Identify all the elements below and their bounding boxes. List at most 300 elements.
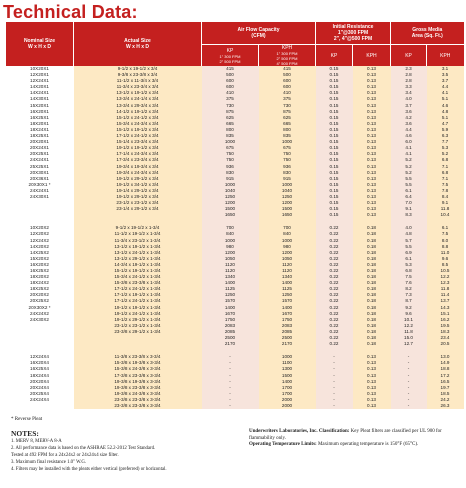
nominal-size-cell: 16X25X4 (6, 366, 74, 372)
kp-resistance-cell: 0.15 (316, 194, 353, 200)
kp-media-cell: 10.1 (391, 317, 427, 323)
actual-size-cell: 15-3/8 x 24-3/8 x 3-3/4 (74, 366, 202, 372)
note-item: 2. All performance data is based on the ASHRAE 52.2-2012 Test Standard. (11, 446, 156, 452)
kph-media-cell: 8.0 (427, 238, 464, 244)
spacer-cell (427, 218, 464, 225)
kph-resistance-cell: 0.13 (353, 385, 391, 391)
kph-resistance-cell: 0.13 (353, 121, 391, 127)
kph-airflow-cell: 1500 (259, 206, 316, 212)
spacer-cell (316, 218, 353, 225)
nominal-size-cell: 16X20X4 (6, 360, 74, 366)
kph-airflow-cell: 1400 (259, 280, 316, 286)
nominal-size-cell: 16X25X2 (6, 268, 74, 274)
kph-media-cell: 18.5 (427, 391, 464, 397)
actual-size-cell: 17-1/4 x 24-3/4 x 3/4 (74, 151, 202, 157)
kph-airflow-cell: 980 (259, 244, 316, 250)
kp-airflow-cell: 1570 (202, 298, 259, 304)
kp-airflow-cell: 2170 (202, 341, 259, 347)
kp-airflow-cell: 1000 (202, 182, 259, 188)
actual-size-cell: 19-1/4 x 29-1/2 x 3/4 (74, 188, 202, 194)
kp-resistance-cell: - (316, 397, 353, 403)
kp-media-cell: 4.8 (391, 231, 427, 237)
kph-resistance-cell: 0.18 (353, 335, 391, 341)
kph-airflow-cell: 800 (259, 127, 316, 133)
kph-airflow-cell: 1400 (259, 379, 316, 385)
kp-airflow-cell: 410 (202, 90, 259, 96)
kph-airflow-cell: 1500 (259, 373, 316, 379)
kph-resistance-cell: 0.18 (353, 238, 391, 244)
kph-resistance-cell: 0.13 (353, 354, 391, 360)
ul-classification (249, 429, 463, 442)
actual-size-cell: 11-3/8 x 23-3/8 x 3-3/4 (74, 354, 202, 360)
kph-resistance-cell: 0.13 (353, 373, 391, 379)
actual-size-cell: 17-1/2 x 24-1/2 x 3/4 (74, 133, 202, 139)
kp-resistance-cell: 0.15 (316, 206, 353, 212)
kp-airflow-cell: 2500 (202, 335, 259, 341)
nominal-size-cell: 18X20X1 (6, 121, 74, 127)
kp-airflow-cell: 1250 (202, 194, 259, 200)
kph-media-cell: 10.4 (427, 212, 464, 218)
kph-resistance-cell: 0.13 (353, 84, 391, 90)
kp-resistance-cell: 0.22 (316, 280, 353, 286)
resistance-sub2-label: 2", 4"@500 FPM (333, 36, 373, 42)
actual-size-cell: 19-1/2 x 29-1/2 x 3/4 (74, 176, 202, 182)
kp-resistance-cell: 0.15 (316, 66, 353, 72)
actual-size-cell: 15-3/8 x 23-3/8 x 1-3/4 (74, 280, 202, 286)
kph-resistance-cell: 0.18 (353, 341, 391, 347)
kph-sub3: 4" 500 FPM (276, 61, 298, 66)
kp-airflow-cell: 1670 (202, 311, 259, 317)
kp-resistance-cell: 0.15 (316, 151, 353, 157)
actual-size-cell: 9-1/2 x 19-1/2 x 1-3/4 (74, 225, 202, 231)
kph-media-cell: 14.3 (427, 305, 464, 311)
kp-resistance-cell: 0.15 (316, 72, 353, 78)
actual-size-cell: 14-1/2 x 19-1/2 x 3/4 (74, 109, 202, 115)
actual-size-cell: 17-3/8 x 23-3/8 x 3-3/4 (74, 373, 202, 379)
kp-airflow-cell: - (202, 391, 259, 397)
resistance-sub1-label: 1"@300 FPM (337, 30, 369, 36)
kp-media-cell: 3.4 (391, 90, 427, 96)
kp-airflow-cell: 665 (202, 121, 259, 127)
kph-airflow-cell: 1650 (259, 212, 316, 218)
kph-airflow-cell: 2085 (259, 329, 316, 335)
kph-airflow-cell: 415 (259, 66, 316, 72)
actual-size-cell: 19-3/8 x 24-3/8 x 3-3/4 (74, 391, 202, 397)
kph-airflow-cell: 750 (259, 151, 316, 157)
ul-text: Key Pleat filters are classified per UL 900 for flammability only. (249, 429, 442, 441)
kph-media-cell: 24.2 (427, 397, 464, 403)
actual-size-cell: 17-1/2 x 19-1/2 x 1-3/4 (74, 292, 202, 298)
kp-resistance-cell: - (316, 366, 353, 372)
kph-airflow-cell: 675 (259, 145, 316, 151)
kph-resistance-cell: 0.13 (353, 90, 391, 96)
kph-resistance-cell: 0.13 (353, 194, 391, 200)
actual-size-cell: 9-3/8 x 23-3/8 x 3/4 (74, 72, 202, 78)
kph-resistance-cell: 0.18 (353, 329, 391, 335)
kp-airflow-cell: 750 (202, 151, 259, 157)
kp-label: KP (226, 47, 234, 54)
nominal-size-cell: 24X30X2 (6, 317, 74, 323)
actual-size-cell: 15-1/4 x 23-3/4 x 3/4 (74, 139, 202, 145)
ul-label: Underwriters Laboratories, Inc. Classification: (249, 429, 350, 434)
nominal-size-cell: 25X25X1 (6, 164, 74, 170)
kp-resistance-header: KP (316, 45, 353, 67)
kph-media-cell: 11.8 (427, 286, 464, 292)
kp-resistance-cell: 0.22 (316, 268, 353, 274)
kp-media-cell: 9.1 (391, 206, 427, 212)
spacer-cell (391, 347, 427, 354)
kp-media-cell: 4.2 (391, 115, 427, 121)
kph-media-cell: 6.1 (427, 225, 464, 231)
kp-media-cell: 5.5 (391, 182, 427, 188)
kp-airflow-cell: 875 (202, 109, 259, 115)
actual-size-cell: 19-3/4 x 24-3/4 x 3/4 (74, 170, 202, 176)
page-title: Technical Data: (3, 2, 138, 22)
kph-media-cell: 3.5 (427, 72, 464, 78)
spacer-cell (202, 218, 259, 225)
nominal-size-cell: 18X24X2 (6, 280, 74, 286)
kph-resistance-cell: 0.13 (353, 127, 391, 133)
kp-airflow-cell: 600 (202, 84, 259, 90)
kph-resistance-cell: 0.13 (353, 66, 391, 72)
kph-sub1: 1" 300 FPM (276, 51, 298, 56)
actual-size-cell: 19-1/2 x 19-1/2 x 3/4 (74, 145, 202, 151)
kph-resistance-cell: 0.13 (353, 72, 391, 78)
kp-media-cell: 5.3 (391, 262, 427, 268)
kph-media-cell: 14.9 (427, 360, 464, 366)
actual-size-cell: 11-3/4 x 23-1/2 x 1-3/4 (74, 238, 202, 244)
kph-media-cell: 5.3 (427, 145, 464, 151)
kph-airflow-cell: 1670 (259, 311, 316, 317)
kp-resistance-cell: - (316, 385, 353, 391)
kph-media-cell: 7.5 (427, 182, 464, 188)
kp-resistance-cell: 0.22 (316, 305, 353, 311)
actual-size-cell: 11-1/2 x 11-3/4 x 3/4 (74, 78, 202, 84)
actual-size-cell: 19-3/4 x 19-3/4 x 3/4 (74, 164, 202, 170)
certification-block (249, 429, 463, 449)
actual-size-cell: 17-1/2 x 24-1/2 x 1-3/4 (74, 298, 202, 304)
notes-list (11, 438, 231, 473)
kph-media-cell: 6.8 (427, 170, 464, 176)
kph-media-cell: 11.4 (427, 292, 464, 298)
kp-media-cell: 6.1 (391, 188, 427, 194)
kph-airflow-cell: 500 (259, 72, 316, 78)
actual-size-cell: 19-1/2 x 19-1/2 x 1-3/4 (74, 305, 202, 311)
kph-label: KPH (281, 45, 293, 51)
kp-media-cell: - (391, 354, 427, 360)
kp-airflow-cell: - (202, 373, 259, 379)
kph-media-cell: 6.8 (427, 157, 464, 163)
kp-resistance-cell: 0.15 (316, 212, 353, 218)
nominal-size-cell: 12X24X4 (6, 354, 74, 360)
actual-size-cell: 23-1/2 x 23-1/2 x 1-3/4 (74, 323, 202, 329)
nominal-size-cell: 14X20X2 (6, 244, 74, 250)
kp-media-cell: 8.3 (391, 212, 427, 218)
kp-media-cell: 5.2 (391, 157, 427, 163)
kph-resistance-cell: 0.18 (353, 292, 391, 298)
kph-airflow-cell: 1000 (259, 354, 316, 360)
kph-airflow-cell: 1000 (259, 182, 316, 188)
kph-airflow-cell: 1125 (259, 286, 316, 292)
kp-resistance-cell: 0.15 (316, 200, 353, 206)
kp-resistance-cell: 0.22 (316, 231, 353, 237)
kph-media-cell: 5.9 (427, 127, 464, 133)
nominal-size-cell: 20X30X2 * (6, 305, 74, 311)
kp-airflow-cell: - (202, 354, 259, 360)
actual-size-cell: 15-1/2 x 24-1/2 x 3/4 (74, 115, 202, 121)
kph-resistance-cell: 0.18 (353, 274, 391, 280)
kph-media-cell: 19.7 (427, 385, 464, 391)
kph-resistance-cell: 0.13 (353, 170, 391, 176)
kph-airflow-cell: 1400 (259, 305, 316, 311)
actual-size-header (74, 22, 202, 67)
kph-airflow-cell: 1570 (259, 298, 316, 304)
kp-media-cell: 5.5 (391, 244, 427, 250)
kph-airflow-cell: 665 (259, 121, 316, 127)
nominal-size-cell: 16X25X1 (6, 115, 74, 121)
kph-media-cell: 5.1 (427, 115, 464, 121)
kph-media-cell: 7.8 (427, 188, 464, 194)
kph-airflow-cell: 730 (259, 103, 316, 109)
kp-airflow-cell: 1050 (202, 256, 259, 262)
kph-airflow-cell: 410 (259, 90, 316, 96)
kp-airflow-cell: 1400 (202, 305, 259, 311)
temperature-limits (249, 442, 463, 449)
kph-media-cell: 11.8 (427, 206, 464, 212)
kp-resistance-cell: 0.22 (316, 225, 353, 231)
actual-size-cell: 23-3/8 x 23-3/8 x 3-3/4 (74, 403, 202, 409)
kp-resistance-cell: 0.15 (316, 188, 353, 194)
kp-resistance-cell: 0.22 (316, 238, 353, 244)
kph-resistance-cell: 0.13 (353, 145, 391, 151)
kph-resistance-cell: 0.13 (353, 151, 391, 157)
kp-media-cell: 2.8 (391, 78, 427, 84)
kp-media-cell: 5.5 (391, 176, 427, 182)
kph-media-cell: 4.8 (427, 109, 464, 115)
nominal-size-cell: 20X25X2 (6, 298, 74, 304)
kp-media-cell: 9.6 (391, 311, 427, 317)
airflow-header (202, 22, 316, 45)
kp-resistance-cell: 0.15 (316, 84, 353, 90)
kp-airflow-cell: 2083 (202, 323, 259, 329)
actual-size-cell: 13-1/2 x 29-1/2 x 1-3/4 (74, 256, 202, 262)
kp-resistance-cell: - (316, 354, 353, 360)
kph-media-cell: 26.3 (427, 403, 464, 409)
kp-sub2: 2" 500 FPM (219, 58, 241, 64)
kp-media-cell: 4.1 (391, 151, 427, 157)
kph-airflow-cell: 1250 (259, 194, 316, 200)
kph-media-cell: 3.1 (427, 66, 464, 72)
kp-media-cell: 7.6 (391, 280, 427, 286)
reverse-pleat-note: * Reverse Pleat (11, 417, 43, 422)
kp-media-cell: 8.2 (391, 286, 427, 292)
kp-resistance-cell: 0.22 (316, 329, 353, 335)
kp-resistance-cell: 0.22 (316, 335, 353, 341)
kp-media-cell: 8.7 (391, 298, 427, 304)
kph-media-cell: 7.5 (427, 231, 464, 237)
kph-media-cell: 7.1 (427, 176, 464, 182)
kp-resistance-cell: - (316, 391, 353, 397)
kp-media-header: KP (391, 45, 427, 67)
kp-airflow-cell: - (202, 366, 259, 372)
kp-resistance-cell: 0.15 (316, 157, 353, 163)
kph-airflow-cell: 1200 (259, 250, 316, 256)
nominal-size-cell: 16X20X1 (6, 109, 74, 115)
kp-airflow-cell: 1125 (202, 286, 259, 292)
airflow-unit-label: (CFM) (251, 33, 266, 39)
kph-resistance-cell: 0.13 (353, 397, 391, 403)
kp-airflow-cell: - (202, 379, 259, 385)
nominal-size-cell: 24X30X1 (6, 194, 74, 200)
kph-airflow-cell: 700 (259, 225, 316, 231)
nominal-size-cell: 20X30X1 (6, 170, 74, 176)
kp-resistance-cell: 0.15 (316, 182, 353, 188)
kp-airflow-cell: 1040 (202, 188, 259, 194)
nominal-size-cell: 20X30X1 * (6, 182, 74, 188)
kp-resistance-cell: 0.22 (316, 286, 353, 292)
nominal-size-cell: 12X20X1 (6, 72, 74, 78)
nominal-size-cell: 20X36X1 (6, 176, 74, 182)
kph-media-cell: 13.7 (427, 298, 464, 304)
kph-resistance-cell: 0.13 (353, 403, 391, 409)
kph-media-cell: 9.1 (427, 200, 464, 206)
kp-airflow-cell: 730 (202, 103, 259, 109)
kph-media-cell: 4.6 (427, 103, 464, 109)
kph-resistance-cell: 0.13 (353, 182, 391, 188)
kph-airflow-cell: 1700 (259, 391, 316, 397)
actual-size-cell: 14-3/4 x 19-1/2 x 1-3/4 (74, 262, 202, 268)
actual-size-cell: 13-1/2 x 19-1/2 x 1-3/4 (74, 244, 202, 250)
spacer-cell (74, 218, 202, 225)
kp-media-cell: 4.1 (391, 145, 427, 151)
kp-airflow-cell: 415 (202, 66, 259, 72)
kph-media-cell: 16.5 (427, 379, 464, 385)
kp-media-cell: 6.9 (391, 250, 427, 256)
kp-media-cell: 4.4 (391, 127, 427, 133)
kp-airflow-cell: - (202, 403, 259, 409)
nominal-size-cell: 15X20X1 (6, 103, 74, 109)
kph-airflow-cell: 2500 (259, 335, 316, 341)
kph-airflow-cell: 1300 (259, 366, 316, 372)
actual-size-cell: 19-1/2 x 29-1/2 x 1-3/4 (74, 317, 202, 323)
kph-resistance-cell: 0.18 (353, 286, 391, 292)
kp-airflow-cell: 500 (202, 72, 259, 78)
actual-size-cell: 15-3/4 x 24-3/4 x 3/4 (74, 121, 202, 127)
kp-airflow-cell: 936 (202, 164, 259, 170)
actual-size-cell: 13-1/2 x 24-1/2 x 1-3/4 (74, 250, 202, 256)
kp-media-cell: - (391, 366, 427, 372)
kph-resistance-cell: 0.13 (353, 206, 391, 212)
kph-resistance-cell: 0.18 (353, 225, 391, 231)
kph-airflow-cell: 1040 (259, 188, 316, 194)
kp-resistance-cell: 0.22 (316, 292, 353, 298)
kph-resistance-cell: 0.18 (353, 262, 391, 268)
kp-media-cell: 4.6 (391, 133, 427, 139)
kp-airflow-cell: 1000 (202, 139, 259, 145)
kp-airflow-cell: 1200 (202, 200, 259, 206)
kph-airflow-cell: 1000 (259, 139, 316, 145)
actual-size-cell: 23-1/4 x 29-1/2 x 3/4 (74, 206, 202, 212)
kp-airflow-cell: 1200 (202, 250, 259, 256)
nominal-size-cell: 14X24X1 (6, 90, 74, 96)
kph-resistance-cell: 0.13 (353, 157, 391, 163)
actual-size-cell: 11-3/4 x 23-3/4 x 3/4 (74, 84, 202, 90)
kp-airflow-cell: 625 (202, 115, 259, 121)
kp-resistance-cell: 0.15 (316, 109, 353, 115)
kph-airflow-cell: 1250 (259, 292, 316, 298)
nominal-size-cell: 24X24X1 (6, 157, 74, 163)
kph-media-cell: 4.4 (427, 84, 464, 90)
kp-media-cell: 12.7 (391, 341, 427, 347)
footer (5, 416, 463, 488)
kp-media-cell: 7.3 (391, 292, 427, 298)
nominal-size-cell: 20X25X4 (6, 391, 74, 397)
nominal-size-cell: 20X24X4 (6, 385, 74, 391)
kph-resistance-cell: 0.13 (353, 391, 391, 397)
kph-media-cell: 16.2 (427, 317, 464, 323)
kp-resistance-cell: 0.22 (316, 341, 353, 347)
note-item: 3. Maximum final resistance 1.0" W.G. (11, 460, 87, 466)
nominal-size-header (6, 22, 74, 67)
nominal-size-cell: 10X20X2 (6, 225, 74, 231)
kp-resistance-cell: 0.15 (316, 121, 353, 127)
actual-size-cell: 15-1/2 x 19-1/2 x 3/4 (74, 127, 202, 133)
nominal-size-cell: 20X24X1 (6, 145, 74, 151)
kph-airflow-cell: 1100 (259, 360, 316, 366)
nominal-size-cell: 16X20X2 (6, 262, 74, 268)
spacer-cell (202, 347, 259, 354)
kp-media-cell: 6.0 (391, 139, 427, 145)
nominal-size-cell: 12X24X1 (6, 78, 74, 84)
kph-media-cell: 7.7 (427, 139, 464, 145)
kp-airflow-cell: 1250 (202, 292, 259, 298)
kph-resistance-cell: 0.13 (353, 188, 391, 194)
kph-resistance-cell: 0.18 (353, 298, 391, 304)
kph-resistance-cell: 0.13 (353, 96, 391, 102)
actual-size-cell: 19-3/8 x 23-3/8 x 3-3/4 (74, 385, 202, 391)
kph-airflow-cell: 1700 (259, 385, 316, 391)
kp-airflow-cell: 1120 (202, 268, 259, 274)
kp-airflow-cell: 915 (202, 176, 259, 182)
kph-resistance-cell: 0.18 (353, 305, 391, 311)
spacer-cell (427, 347, 464, 354)
nominal-size-cell: 12X24X2 (6, 238, 74, 244)
kp-resistance-cell: 0.15 (316, 164, 353, 170)
actual-size-cell: 13-3/4 x 24-1/4 x 3/4 (74, 96, 202, 102)
kph-media-cell: 20.5 (427, 341, 464, 347)
media-area-header (391, 22, 464, 45)
actual-size-cell: 15-3/4 x 24-1/2 x 1-3/4 (74, 274, 202, 280)
kp-airflow-cell: 750 (202, 157, 259, 163)
kph-resistance-cell: 0.13 (353, 115, 391, 121)
nominal-size-cell: 15X20X2 (6, 256, 74, 262)
kp-media-cell: 5.7 (391, 238, 427, 244)
kp-airflow-cell: 1500 (202, 206, 259, 212)
kp-media-cell: 6.1 (391, 256, 427, 262)
kph-airflow-cell: 1750 (259, 317, 316, 323)
temp-label: Operating Temperature Limits: (249, 442, 317, 448)
kph-sub2: 2" 500 FPM (276, 56, 298, 61)
actual-dims-label: W x H x D (125, 44, 150, 50)
kph-resistance-cell: 0.13 (353, 360, 391, 366)
kp-airflow-cell: 1000 (202, 238, 259, 244)
kph-airflow-cell: 840 (259, 231, 316, 237)
kp-resistance-cell: - (316, 373, 353, 379)
actual-size-label: Actual Size (124, 38, 151, 44)
nominal-size-cell: 20X20X4 (6, 379, 74, 385)
nominal-size-cell: 20X20X2 (6, 292, 74, 298)
kph-airflow-cell: 2000 (259, 403, 316, 409)
